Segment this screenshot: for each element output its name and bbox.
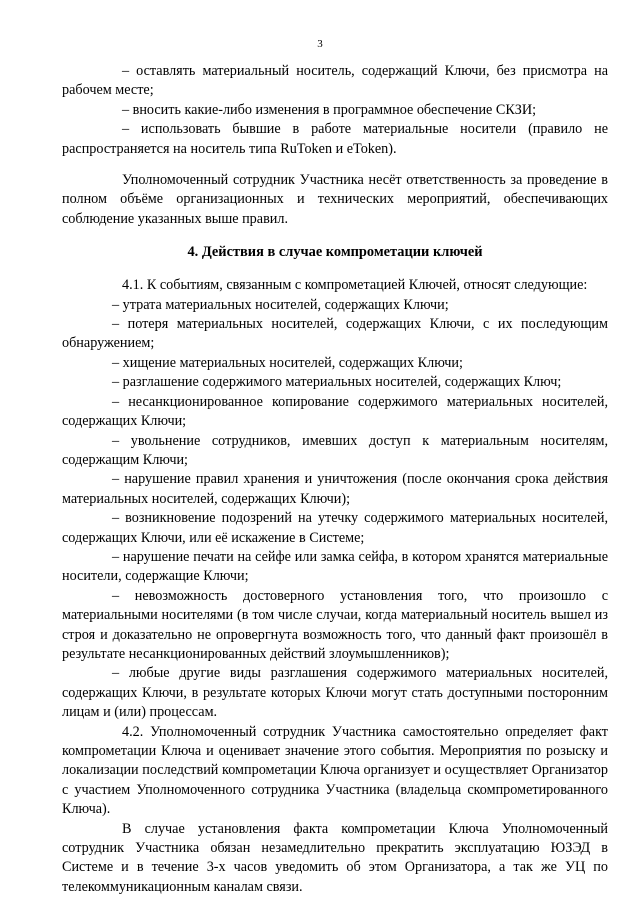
document-body (62, 62, 608, 897)
list-item: – разглашение содержимого материальных носителей, содержащих Ключ; (112, 374, 562, 391)
list-item: – нарушение печати на сейфе или замка сейфа, в котором хранятся материальные носители, содержащие Ключи; (62, 548, 608, 585)
list-item: – возникновение подозрений на утечку содержимого материальных носителей, содержащих Ключи, или её искажение в Системе; (62, 510, 608, 546)
compromise-events-list (62, 296, 608, 723)
list-item: – невозможность достоверного установления того, что произошло с материальными носителями (в том числе случаи, когда материальный носитель вышел из строя и доказательно не опровергнута возможность того, что данный факт произошёл в результате несанкционированных действий злоумышленников); (62, 587, 608, 662)
page-number: 3 (317, 38, 323, 50)
list-item: – оставлять материальный носитель, содержащий Ключи, без присмотра на рабочем месте; (62, 63, 608, 99)
clause-4-2: 4.2. Уполномоченный сотрудник Участника самостоятельно определяет факт компрометации Ключа и оценивает значение этого события. Мероприятия по розыску и локализации последствий компрометации Ключа организует и осуществляет Организатор с участием Уполномоченного сотрудника Участника (владельца скомпрометированного Ключа). (62, 723, 608, 818)
responsibility-paragraph: Уполномоченный сотрудник Участника несёт ответственность за проведение в полном объёме организационных и технических мероприятий, обеспечивающих соблюдение указанных выше правил. (62, 172, 608, 227)
list-item: – утрата материальных носителей, содержащих Ключи; (112, 296, 449, 313)
section-title: 4. Действия в случае компрометации ключей (187, 244, 483, 261)
list-item: – хищение материальных носителей, содержащих Ключи; (112, 354, 463, 371)
list-item: – несанкционированное копирование содержимого материальных носителей, содержащих Ключи; (62, 393, 608, 430)
rules-list (62, 62, 608, 159)
clause-4-1-intro: 4.1. К событиям, связанным с компрометацией Ключей, относят следующие: (122, 277, 588, 294)
list-item: – увольнение сотрудников, имевших доступ к материальным носителям, содержащим Ключи; (62, 432, 608, 468)
list-item: – потеря материальных носителей, содержащих Ключи, с их последующим обнаружением; (62, 316, 608, 352)
list-item: – использовать бывшие в работе материальные носители (правило не распространяется на носитель типа RuToken и eToken). (62, 121, 608, 157)
list-item: – вносить какие-либо изменения в программное обеспечение СКЗИ; (122, 101, 537, 118)
list-item: – нарушение правил хранения и уничтожения (после окончания срока действия материальных носителей, содержащих Ключи); (62, 471, 608, 507)
final-paragraph: В случае установления факта компрометации Ключа Уполномоченный сотрудник Участника обязан незамедлительно прекратить эксплуатацию ЮЗЭД в Системе и в течение 3-х часов уведомить об этом Организатора, а так же УЦ по телекоммуникационным каналам связи. (62, 820, 608, 895)
list-item: – любые другие виды разглашения содержимого материальных носителей, содержащих Ключи, в результате которых Ключи могут стать доступными посторонним лицам и (или) процессам. (62, 665, 608, 721)
